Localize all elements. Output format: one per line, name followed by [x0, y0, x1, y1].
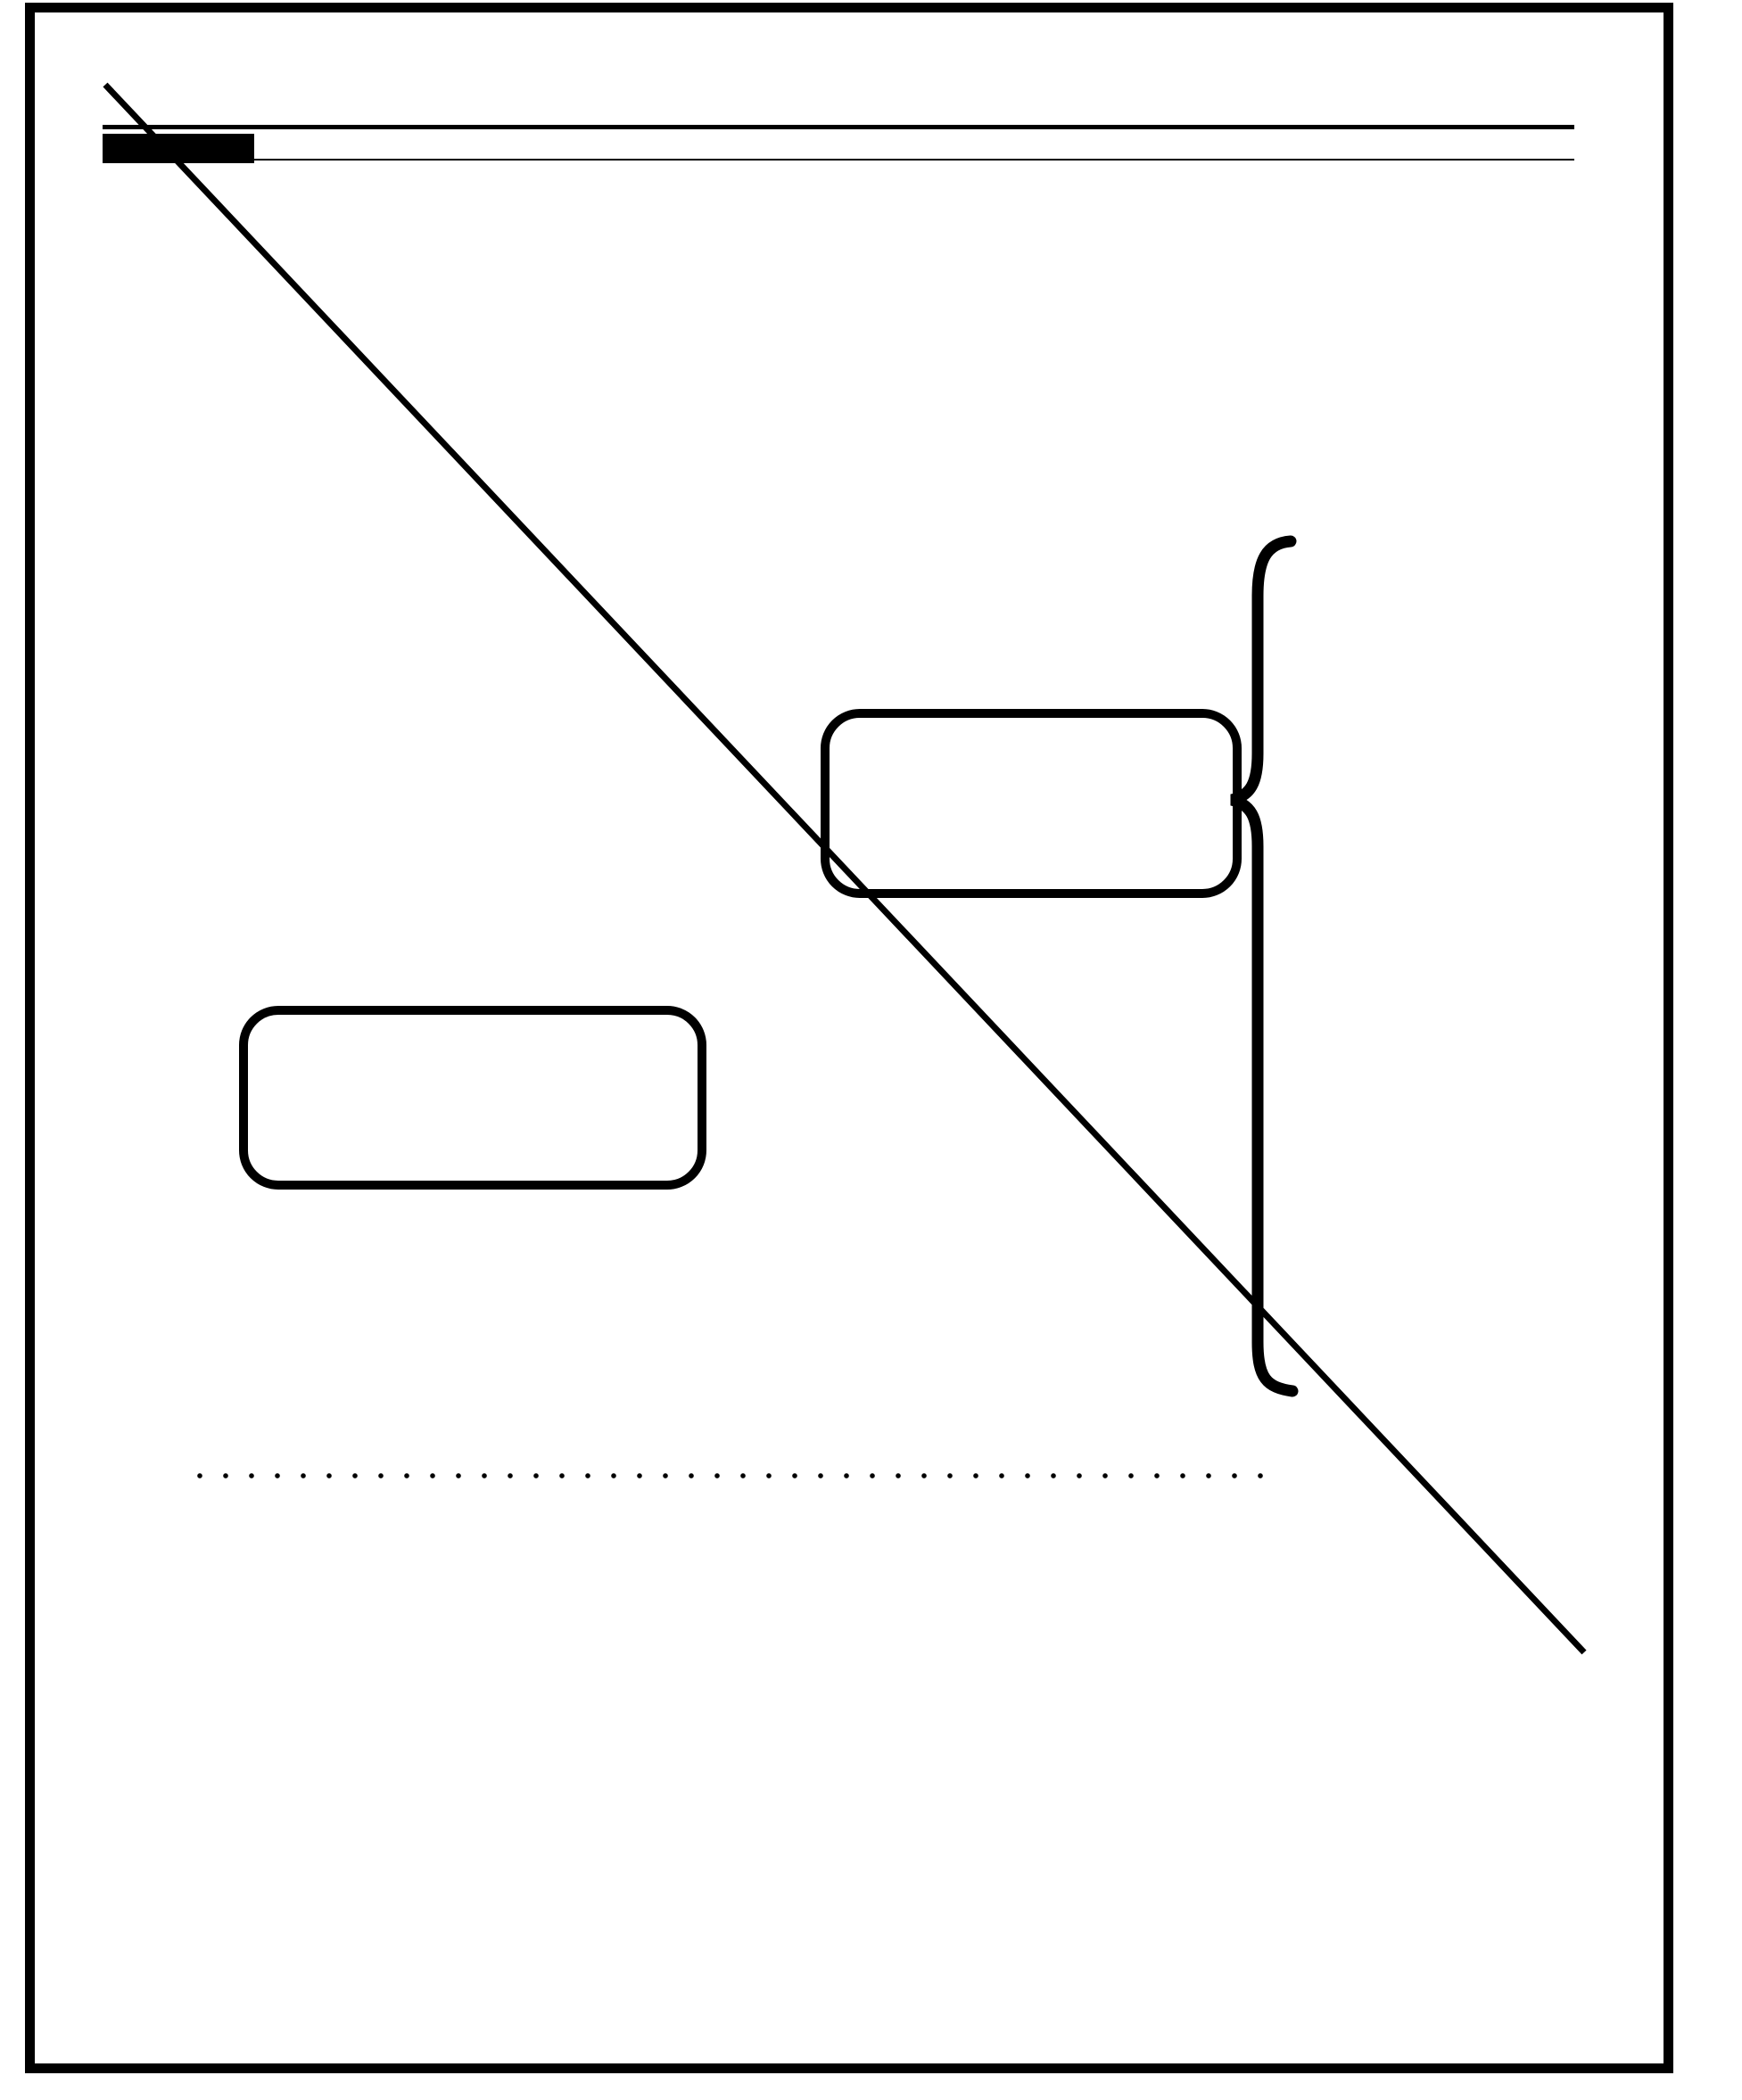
analysis-line-1: [103, 1454, 1292, 1486]
dot-leader: [197, 1473, 1283, 1478]
callout-move-page-note[interactable]: [239, 1006, 706, 1190]
analysis-net-income-amount-cell[interactable]: [1342, 1455, 1573, 1486]
analysis-row-b-label: [103, 1592, 170, 1615]
analysis-row-a-label: [103, 1559, 170, 1582]
analysis-line-2-label: [103, 1496, 170, 1519]
schedule-k-bar: [103, 125, 1574, 161]
callout-edit-dummy-note[interactable]: [821, 709, 1242, 898]
schedule-k-tab: [103, 134, 254, 163]
